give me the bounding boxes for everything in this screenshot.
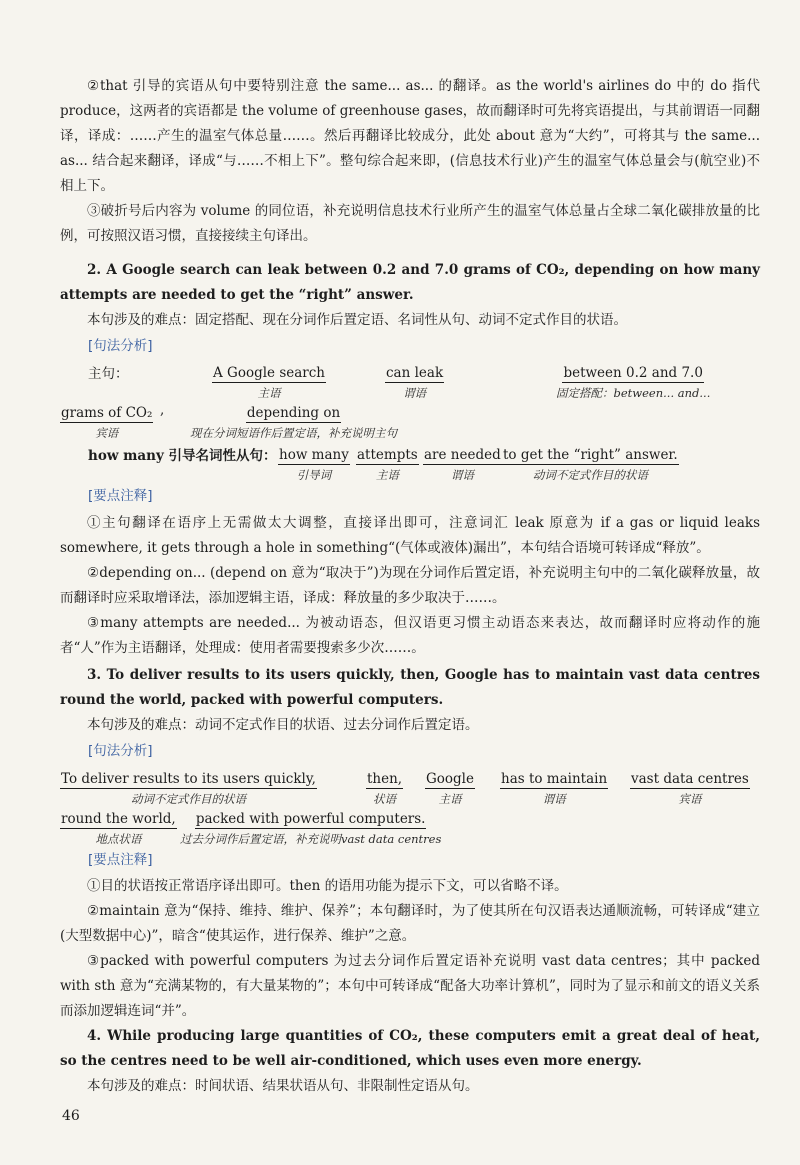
- sentence-2-difficulty: 本句涉及的难点：固定搭配、现在分词作后置定语、名词性从句、动词不定式作目的状语。: [87, 312, 627, 328]
- sentence-4: 4. While producing large quantities of CO₂, these computers emit a great deal of heat, so the centres need to be well air-conditioned, which uses even more energy.: [60, 1028, 760, 1069]
- key-notes-tag: [要点注释]: [88, 852, 153, 868]
- component-object: grams of CO₂ 宾语: [61, 405, 153, 440]
- sentence-3-difficulty: 本句涉及的难点：动词不定式作目的状语、过去分词作后置定语。: [87, 717, 479, 733]
- s3-note-3: ③packed with powerful computers 为过去分词作后置定语补充说明 vast data centres；其中 packed with sth 意为“充满某物的，有大量某物的”；本句中可转译成“配备大功率计算机”，同时为了显示和前文的语义关系而添加逻辑连词“并”。: [60, 953, 760, 1019]
- component-predicate: can leak 谓语: [386, 365, 444, 400]
- key-notes-tag: [要点注释]: [88, 488, 153, 504]
- syntax-analysis-tag: [句法分析]: [88, 743, 153, 759]
- component-subject: A Google search 主语: [213, 365, 325, 400]
- component-present-participle: depending on 现在分词短语作后置定语，补充说明主句: [190, 405, 397, 440]
- main-clause-label: 主句：: [88, 366, 129, 382]
- component-fixed-collocation: between 0.2 and 7.0 固定搭配：between... and...: [556, 365, 711, 400]
- syntax-analysis-tag: [句法分析]: [88, 338, 153, 354]
- component-predicate: has to maintain 谓语: [501, 771, 608, 806]
- component-subject: Google 主语: [426, 771, 474, 806]
- page-number: 46: [62, 1108, 80, 1124]
- component-object: vast data centres 宾语: [631, 771, 749, 806]
- component-connective: how many 引导词: [279, 447, 349, 482]
- sentence-4-difficulty: 本句涉及的难点：时间状语、结果状语从句、非限制性定语从句。: [87, 1078, 479, 1094]
- paragraph-note-2: ②that 引导的宾语从句中要特别注意 the same... as... 的翻译。as the world's airlines do 中的 do 指代 produce，这两者的宾语都是 the volume of greenhouse gases，故而翻译时可先将宾语提出，与其前谓语一同翻译，译成：……产生的温室气体总量……。然后再翻译比较成分，此处 about 意为“大约”，可将其与 the same... as... 结合起来翻译，译成“与……不相上下”。整句综合起来即，(信息技术行业)产生的温室气体总量会与(航空业)不相上下。: [60, 78, 760, 194]
- s2-note-3: ③many attempts are needed... 为被动语态，但汉语更习惯主动语态来表达，故而翻译时应将动作的施者“人”作为主语翻译，处理成：使用者需要搜索多少次……。: [60, 615, 760, 656]
- component-infinitive-purpose: to get the “right” answer. 动词不定式作目的状语: [503, 447, 678, 482]
- nominal-clause-label: how many 引导名词性从句：: [88, 448, 277, 464]
- component-clause-subject: attempts 主语: [357, 447, 418, 482]
- component-place-adverbial: round the world, 地点状语: [61, 811, 176, 846]
- component-clause-predicate: are needed 谓语: [424, 447, 501, 482]
- s2-note-2: ②depending on... (depend on 意为“取决于”)为现在分词作后置定语，补充说明主句中的二氧化碳释放量，故而翻译时应采取增译法，添加逻辑主语，译成：释放量的多少取决于……。: [60, 565, 760, 606]
- sentence-2: 2. A Google search can leak between 0.2 and 7.0 grams of CO₂, depending on how many attempts are needed to get the “right” answer.: [60, 262, 760, 303]
- sentence-3: 3. To deliver results to its users quickly, then, Google has to maintain vast data centres round the world, packed with powerful computers.: [60, 667, 760, 708]
- component-adverbial: then, 状语: [367, 771, 403, 806]
- paragraph-note-3: ③破折号后内容为 volume 的同位语，补充说明信息技术行业所产生的温室气体总量占全球二氧化碳排放量的比例，可按照汉语习惯，直接接续主句译出。: [60, 203, 760, 244]
- s3-note-1: ①目的状语按正常语序译出即可。then 的语用功能为提示下文，可以省略不译。: [87, 878, 568, 894]
- s3-note-2: ②maintain 意为“保持、维持、维护、保养”；本句翻译时，为了使其所在句汉语表达通顺流畅，可转译成“建立(大型数据中心)”，暗含“使其运作，进行保养、维护”之意。: [60, 903, 760, 944]
- component-past-participle: packed with powerful computers. 过去分词作后置定语，补充说明vast data centres: [180, 811, 442, 846]
- component-infinitive-purpose: To deliver results to its users quickly, 动词不定式作目的状语: [61, 771, 316, 806]
- s2-note-1: ①主句翻译在语序上无需做太大调整，直接译出即可，注意词汇 leak 原意为 if a gas or liquid leaks somewhere, it gets through a hole in something“(气体或液体)漏出”，本句结合语境可转译成“释放”。: [60, 515, 760, 556]
- comma: ,: [160, 402, 165, 418]
